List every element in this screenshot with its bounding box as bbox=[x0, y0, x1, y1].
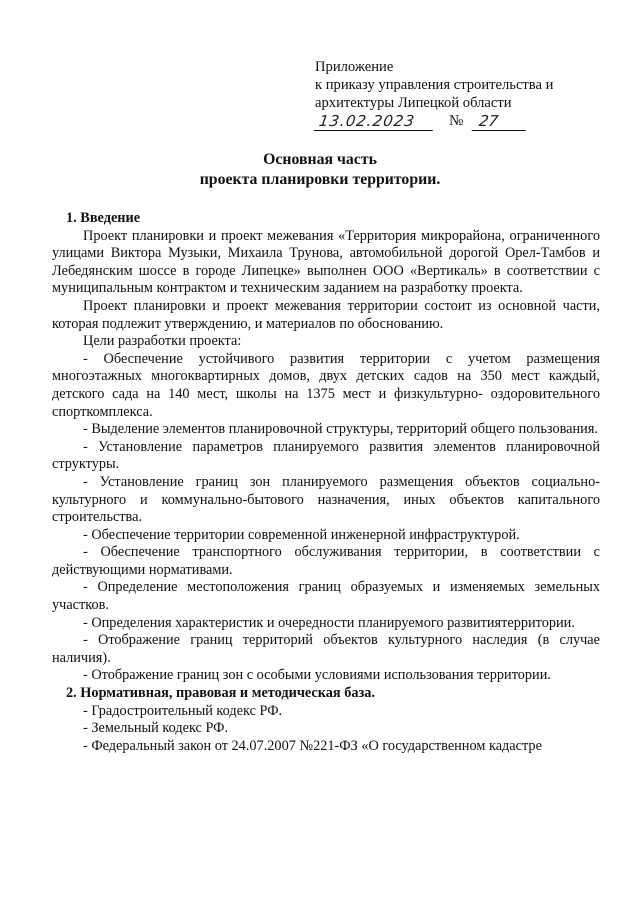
list-item: - Определения характеристик и очередности планируемого развитиятерритории. bbox=[83, 614, 575, 631]
appendix-block bbox=[315, 58, 615, 112]
list-item: - Земельный кодекс РФ. bbox=[83, 720, 229, 737]
handwritten-date: 13.02.2023 bbox=[314, 112, 436, 131]
paragraph: Проект планировки и проект межевания «Территория микрорайона, ограниченного улицами Виктора Музыки, Михаила Трунова, автомобильной дорогой Орел-Тамбов и Лебедянским шоссе в городе Липецке» выполнен ООО «Вертикаль» в соответствии с муниципальным контрактом и техническим заданием на разработку проекта. bbox=[52, 227, 600, 297]
document-subtitle: проекта планировки территории. bbox=[199, 171, 441, 188]
appendix-line: к приказу управления строительства и bbox=[315, 77, 554, 93]
list-item: - Обеспечение территории современной инженерной инфраструктурой. bbox=[83, 526, 520, 543]
list-item: - Выделение элементов планировочной структуры, территорий общего пользования. bbox=[83, 421, 598, 438]
list-item: - Установление границ зон планируемого размещения объектов социально-культурного и коммунально-бытового назначения, иных объектов капитального строительства. bbox=[52, 473, 600, 526]
document-body bbox=[52, 210, 600, 755]
list-item: - Градостроительный кодекс РФ. bbox=[83, 702, 283, 719]
order-date-number bbox=[315, 112, 520, 134]
appendix-line: Приложение bbox=[315, 59, 394, 75]
list-item: - Обеспечение устойчивого развития территории с учетом размещения многоэтажных многоквартирных домов, двух детских садов на 350 мест каждый, детского сада на 140 мест, школы на 1375 мест и физкультурно- оздоровительного спорткомплекса. bbox=[52, 350, 600, 420]
list-item: - Отображение границ территорий объектов культурного наследия (в случае наличия). bbox=[52, 632, 600, 666]
handwritten-order-number: 27 bbox=[472, 112, 529, 131]
section-heading-introduction: 1. Введение bbox=[66, 210, 141, 226]
list-item: - Определение местоположения границ образуемых и изменяемых земельных участков. bbox=[52, 579, 600, 614]
section-heading-regulatory-base: 2. Нормативная, правовая и методическая база. bbox=[66, 685, 376, 702]
goals-label: Цели разработки проекта: bbox=[83, 333, 242, 350]
list-item: - Федеральный закон от 24.07.2007 №221-ФЗ «О государственном кадастре bbox=[83, 737, 542, 754]
list-item: - Отображение границ зон с особыми условиями использования территории. bbox=[83, 667, 551, 684]
list-item: - Обеспечение транспортного обслуживания территории, в соответствии с действующими нормативами. bbox=[52, 544, 600, 578]
list-item: - Установление параметров планируемого развития элементов планировочной структуры. bbox=[52, 438, 600, 473]
appendix-line: архитектуры Липецкой области bbox=[315, 95, 512, 111]
paragraph: Проект планировки и проект межевания территории состоит из основной части, которая подлежит утверждению, и материалов по обоснованию. bbox=[52, 297, 600, 332]
number-sign: № bbox=[449, 113, 464, 129]
document-title: Основная часть bbox=[263, 151, 377, 168]
